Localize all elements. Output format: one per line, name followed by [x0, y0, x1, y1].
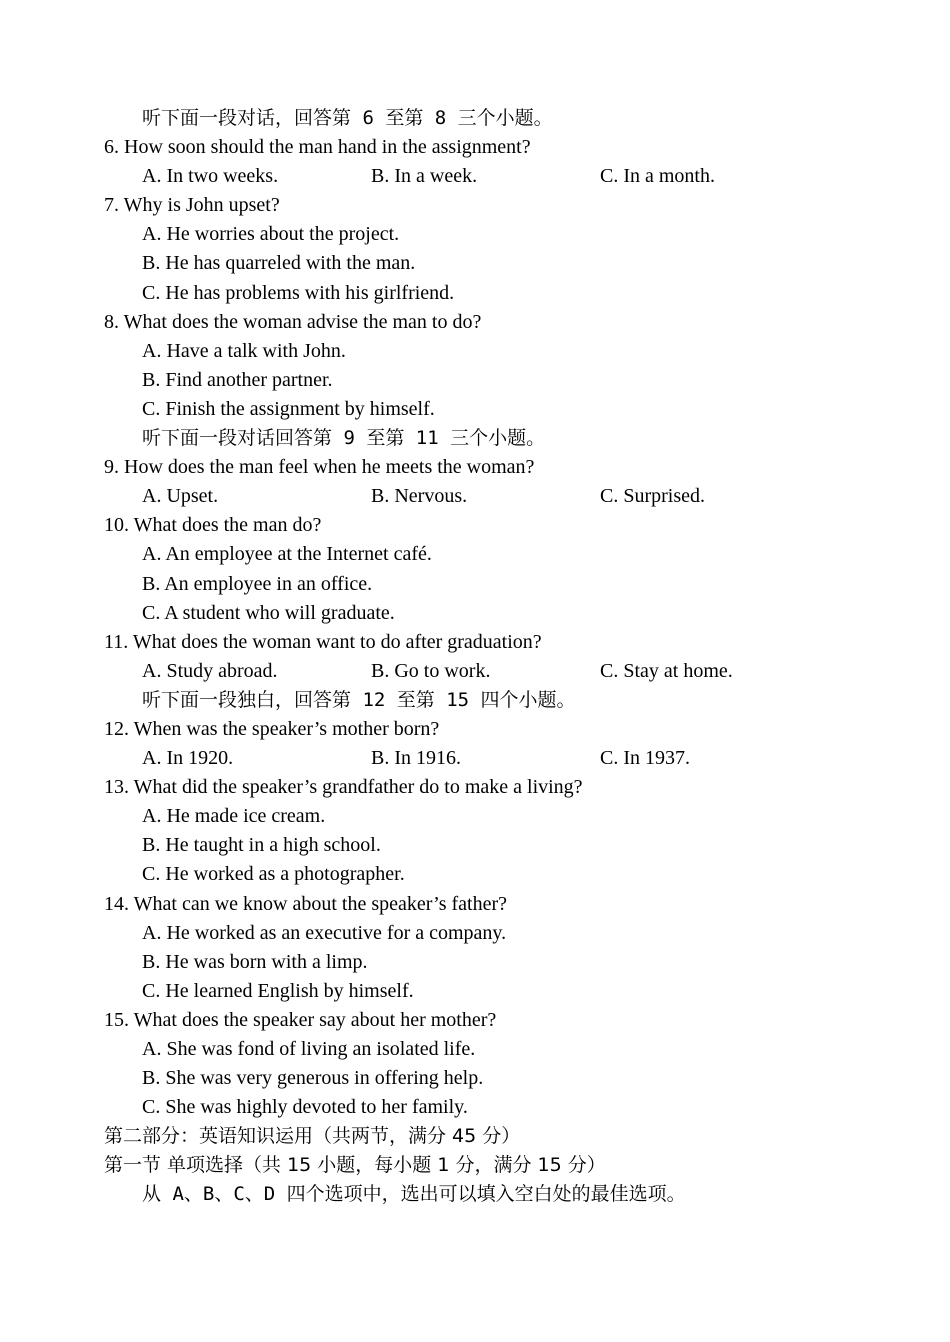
question-7-stem: 7. Why is John upset?: [104, 194, 280, 217]
option-b: B. Go to work.: [371, 659, 491, 682]
option-a: A. In two weeks.: [142, 165, 279, 188]
question-6-options: [0, 162, 950, 191]
question-10-stem: 10. What does the man do?: [104, 514, 322, 537]
option-c: C. Surprised.: [600, 485, 705, 508]
question-11-options: [0, 657, 950, 686]
exam-page: [0, 104, 950, 1210]
option-a: A. An employee at the Internet café.: [142, 543, 432, 566]
option-c: C. Stay at home.: [600, 659, 733, 682]
question-11-stem: 11. What does the woman want to do after graduation?: [104, 630, 542, 653]
question-9-stem: 9. How does the man feel when he meets the woman?: [104, 456, 535, 479]
option-c: C. She was highly devoted to her family.: [142, 1096, 468, 1119]
section-1-heading: 第一节 单项选择（共 15 小题，每小题 1 分，满分 15 分）: [104, 1154, 606, 1177]
option-c: C. Finish the assignment by himself.: [142, 397, 435, 420]
option-b: B. Find another partner.: [142, 368, 333, 391]
option-a: A. He worked as an executive for a company.: [142, 921, 507, 944]
option-b: B. An employee in an office.: [142, 572, 373, 595]
question-12-stem: 12. When was the speaker’s mother born?: [104, 717, 440, 740]
option-b: B. She was very generous in offering help.: [142, 1067, 484, 1090]
option-b: B. In a week.: [371, 165, 478, 188]
question-12-options: [0, 744, 950, 773]
option-b: B. He has quarreled with the man.: [142, 252, 416, 275]
question-9-options: [0, 482, 950, 511]
instruction-choose-best: 从 A、B、C、D 四个选项中，选出可以填入空白处的最佳选项。: [142, 1183, 686, 1206]
option-a: A. In 1920.: [142, 747, 234, 770]
instruction-monologue-12-15: 听下面一段独白，回答第 12 至第 15 四个小题。: [142, 688, 576, 711]
option-a: A. Study abroad.: [142, 659, 278, 682]
instruction-dialog-9-11: 听下面一段对话回答第 9 至第 11 三个小题。: [142, 427, 546, 450]
option-b: B. He taught in a high school.: [142, 834, 381, 857]
instruction-dialog-6-8: 听下面一段对话，回答第 6 至第 8 三个小题。: [142, 107, 553, 129]
question-14-stem: 14. What can we know about the speaker’s father?: [104, 892, 507, 915]
option-a: A. Have a talk with John.: [142, 339, 346, 362]
question-6-stem: 6. How soon should the man hand in the assignment?: [104, 136, 531, 159]
option-b: B. Nervous.: [371, 485, 468, 508]
option-c: C. He learned English by himself.: [142, 979, 414, 1002]
option-a: A. Upset.: [142, 485, 219, 508]
question-13-stem: 13. What did the speaker’s grandfather do to make a living?: [104, 776, 583, 799]
option-c: C. In 1937.: [600, 747, 690, 770]
option-a: A. He worries about the project.: [142, 223, 400, 246]
option-c: C. He worked as a photographer.: [142, 863, 405, 886]
question-15-stem: 15. What does the speaker say about her mother?: [104, 1008, 497, 1031]
option-c: C. A student who will graduate.: [142, 601, 395, 624]
option-c: C. In a month.: [600, 165, 715, 188]
option-a: A. He made ice cream.: [142, 805, 326, 828]
option-c: C. He has problems with his girlfriend.: [142, 281, 455, 304]
option-b: B. He was born with a limp.: [142, 950, 368, 973]
option-a: A. She was fond of living an isolated life.: [142, 1038, 476, 1060]
option-b: B. In 1916.: [371, 747, 461, 770]
question-8-stem: 8. What does the woman advise the man to do?: [104, 310, 482, 333]
part-2-heading: 第二部分：英语知识运用（共两节，满分 45 分）: [104, 1125, 521, 1148]
